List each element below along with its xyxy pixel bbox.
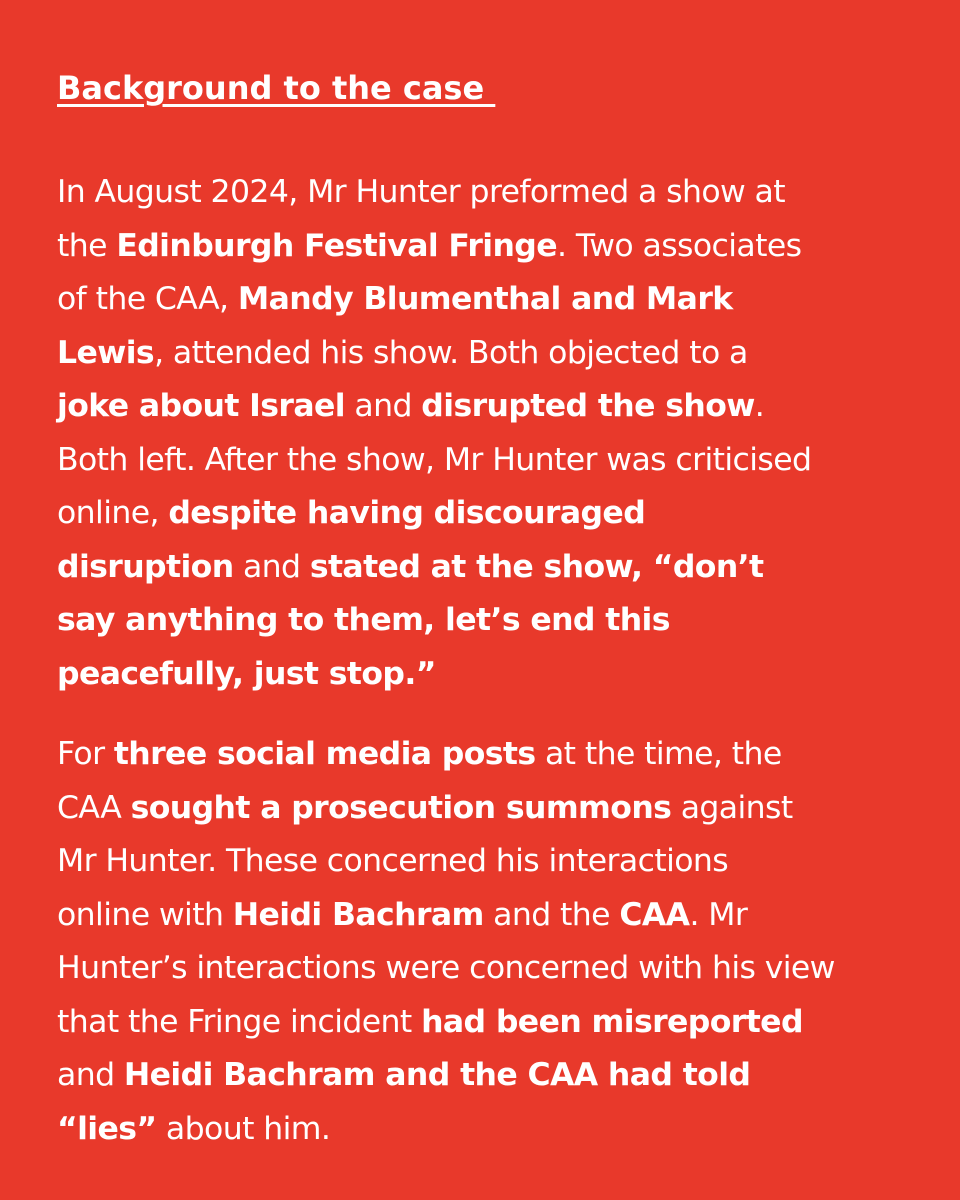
bold-text-run: “lies” <box>57 1110 157 1147</box>
bold-text-run: disrupted the show <box>421 388 755 424</box>
text-run: and <box>233 548 310 585</box>
text-line <box>57 942 835 996</box>
bold-text-run: say anything to them, let’s end this <box>57 602 670 638</box>
text-line <box>57 327 811 381</box>
text-run: of the CAA, <box>57 281 238 317</box>
text-run: For <box>57 736 114 772</box>
text-run: . Mr <box>689 896 748 933</box>
text-line <box>57 996 835 1050</box>
bold-text-run: despite having discouraged <box>168 495 646 531</box>
text-run: Both left. After the show, Mr Hunter was criticised <box>57 441 812 478</box>
text-run: at the time, the <box>535 736 782 772</box>
page-title: Background to the case <box>57 69 496 107</box>
bold-text-run: three social media posts <box>113 736 536 772</box>
bold-text-run: had been misreported <box>421 1003 803 1040</box>
bold-text-run: disruption <box>57 548 234 585</box>
text-line <box>57 782 835 836</box>
text-line <box>57 541 811 595</box>
text-line <box>57 1103 835 1157</box>
bold-text-run: Heidi Bachram and the CAA had told <box>123 1057 751 1093</box>
text-line <box>57 1049 835 1103</box>
text-run: Hunter’s interactions were concerned with his view <box>57 950 835 986</box>
text-run: CAA <box>57 789 131 826</box>
text-line <box>57 728 835 782</box>
text-line <box>57 220 811 274</box>
text-line <box>57 380 811 434</box>
text-run: against <box>671 789 793 826</box>
bold-text-run: CAA <box>619 896 690 933</box>
text-run: and <box>345 388 422 424</box>
text-run: online with <box>57 896 233 933</box>
bold-text-run: peacefully, just stop.” <box>57 655 436 692</box>
text-run: and the <box>483 896 620 933</box>
text-run: . Two associates <box>557 227 802 264</box>
paragraph-prosecution-summons <box>57 728 835 1156</box>
text-run: online, <box>57 495 169 531</box>
text-line <box>57 434 811 488</box>
text-line <box>57 166 811 220</box>
text-line <box>57 594 811 648</box>
text-run: Mr Hunter. These concerned his interactions <box>57 843 729 879</box>
text-run: about him. <box>156 1110 331 1147</box>
text-run: the <box>57 227 117 264</box>
bold-text-run: stated at the show, “don’t <box>309 548 764 585</box>
text-line <box>57 273 811 327</box>
text-run: , attended his show. Both objected to a <box>154 334 748 371</box>
text-line <box>57 648 811 702</box>
bold-text-run: Edinburgh Festival Fringe <box>116 227 557 264</box>
bold-text-run: Mandy Blumenthal and Mark <box>237 281 733 317</box>
bold-text-run: Lewis <box>57 334 155 371</box>
text-run: that the Fringe incident <box>57 1003 422 1040</box>
text-line <box>57 835 835 889</box>
text-run: . <box>754 388 765 424</box>
bold-text-run: Heidi Bachram <box>232 896 484 933</box>
bold-text-run: sought a prosecution summons <box>130 789 672 826</box>
text-line <box>57 889 835 943</box>
paragraph-fringe-incident <box>57 166 811 701</box>
text-run: and <box>57 1057 124 1093</box>
text-line <box>57 487 811 541</box>
bold-text-run: joke about Israel <box>57 388 345 424</box>
text-run: In August 2024, Mr Hunter preformed a show at <box>57 174 786 210</box>
